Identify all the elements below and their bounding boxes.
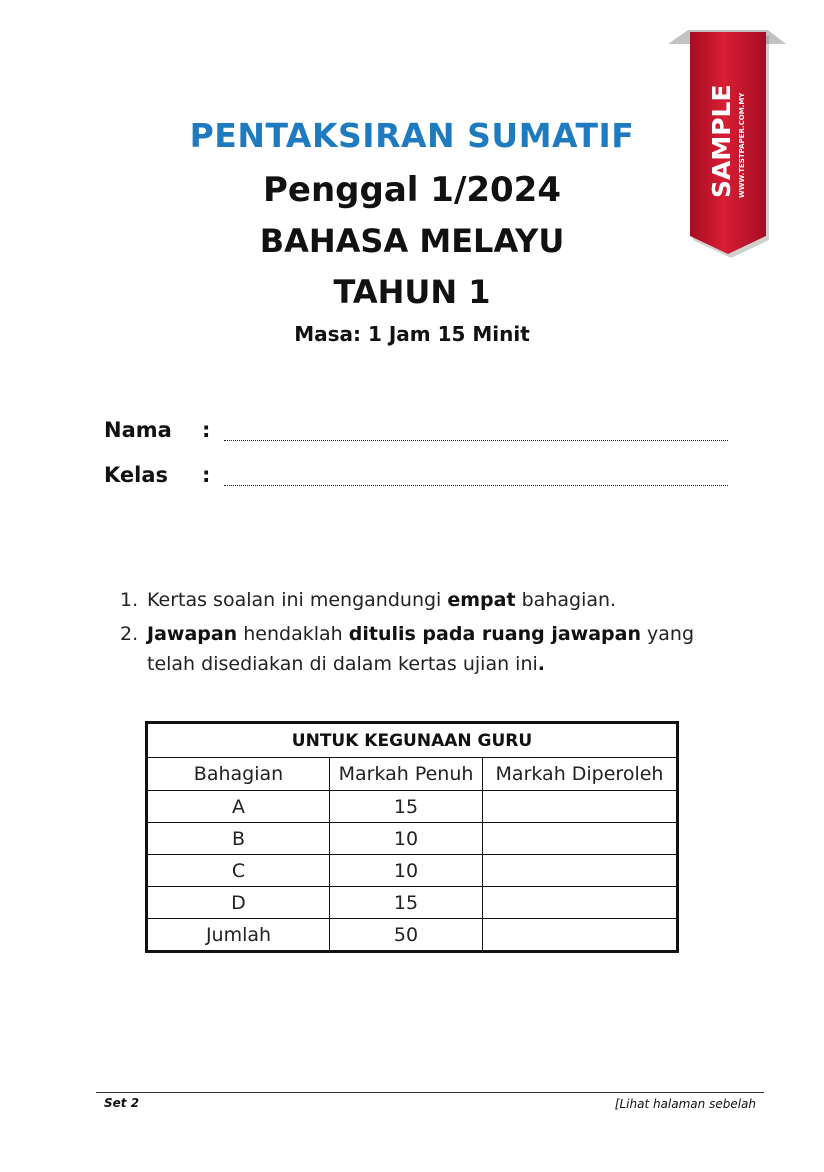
- column-header-marks-obtained: Markah Diperoleh: [483, 758, 678, 791]
- table-row: [147, 791, 678, 823]
- instruction-run: bahagian.: [515, 589, 617, 611]
- exam-year: TAHUN 1: [333, 273, 491, 311]
- exam-duration: Masa: 1 Jam 15 Minit: [294, 322, 530, 346]
- section-cell: D: [147, 887, 330, 919]
- name-field[interactable]: [224, 440, 728, 441]
- instruction-emphasis: ditulis pada ruang jawapan: [348, 623, 641, 645]
- ribbon-website-text: WWW.TESTPAPER.COM.MY: [738, 92, 746, 198]
- name-colon: :: [202, 418, 211, 442]
- class-label: Kelas: [104, 463, 169, 487]
- column-header-full-marks: Markah Penuh: [330, 758, 483, 791]
- section-cell: A: [147, 791, 330, 823]
- full-marks-cell: 10: [330, 855, 483, 887]
- instruction-run: yang telah disediakan di dalam kertas ujian ini: [147, 623, 695, 675]
- full-marks-cell: 15: [330, 887, 483, 919]
- footer-set-label: Set 2: [104, 1096, 140, 1110]
- ribbon-sample-text: SAMPLE: [707, 84, 736, 198]
- total-label-cell: Jumlah: [147, 919, 330, 952]
- table-row: [147, 823, 678, 855]
- marks-obtained-cell[interactable]: [483, 855, 678, 887]
- class-colon: :: [202, 463, 211, 487]
- full-marks-cell: 15: [330, 791, 483, 823]
- exam-title: PENTAKSIRAN SUMATIF: [189, 116, 635, 155]
- instruction-emphasis: .: [537, 653, 545, 675]
- instruction-text: [147, 585, 616, 615]
- table-row: [147, 855, 678, 887]
- footer-next-page-note: [Lihat halaman sebelah: [614, 1097, 756, 1111]
- table-row: [147, 887, 678, 919]
- marks-obtained-cell[interactable]: [483, 823, 678, 855]
- column-header-section: Bahagian: [147, 758, 330, 791]
- marks-obtained-cell[interactable]: [483, 791, 678, 823]
- class-field[interactable]: [224, 485, 728, 486]
- instruction-item: [120, 585, 720, 615]
- exam-subject: BAHASA MELAYU: [259, 222, 565, 260]
- instructions-list: [120, 585, 720, 683]
- marks-table: [145, 721, 679, 953]
- instruction-run: Kertas soalan ini mengandungi: [147, 589, 448, 611]
- instruction-number: 2.: [120, 623, 139, 645]
- instruction-emphasis: Jawapan: [147, 623, 238, 645]
- instruction-number: 1.: [120, 589, 139, 611]
- instruction-run: hendaklah: [237, 623, 349, 645]
- instruction-text: [147, 619, 720, 679]
- section-cell: B: [147, 823, 330, 855]
- instruction-emphasis: empat: [447, 589, 516, 611]
- name-label: Nama: [104, 418, 172, 442]
- section-cell: C: [147, 855, 330, 887]
- exam-term: Penggal 1/2024: [263, 170, 561, 210]
- table-row-total: [147, 919, 678, 952]
- total-marks-obtained-cell[interactable]: [483, 919, 678, 952]
- total-full-marks-cell: 50: [330, 919, 483, 952]
- marks-obtained-cell[interactable]: [483, 887, 678, 919]
- instruction-item: [120, 619, 720, 679]
- marks-table-title: UNTUK KEGUNAAN GURU: [147, 723, 678, 758]
- footer-divider: [96, 1092, 764, 1093]
- full-marks-cell: 10: [330, 823, 483, 855]
- sample-ribbon: [668, 28, 788, 263]
